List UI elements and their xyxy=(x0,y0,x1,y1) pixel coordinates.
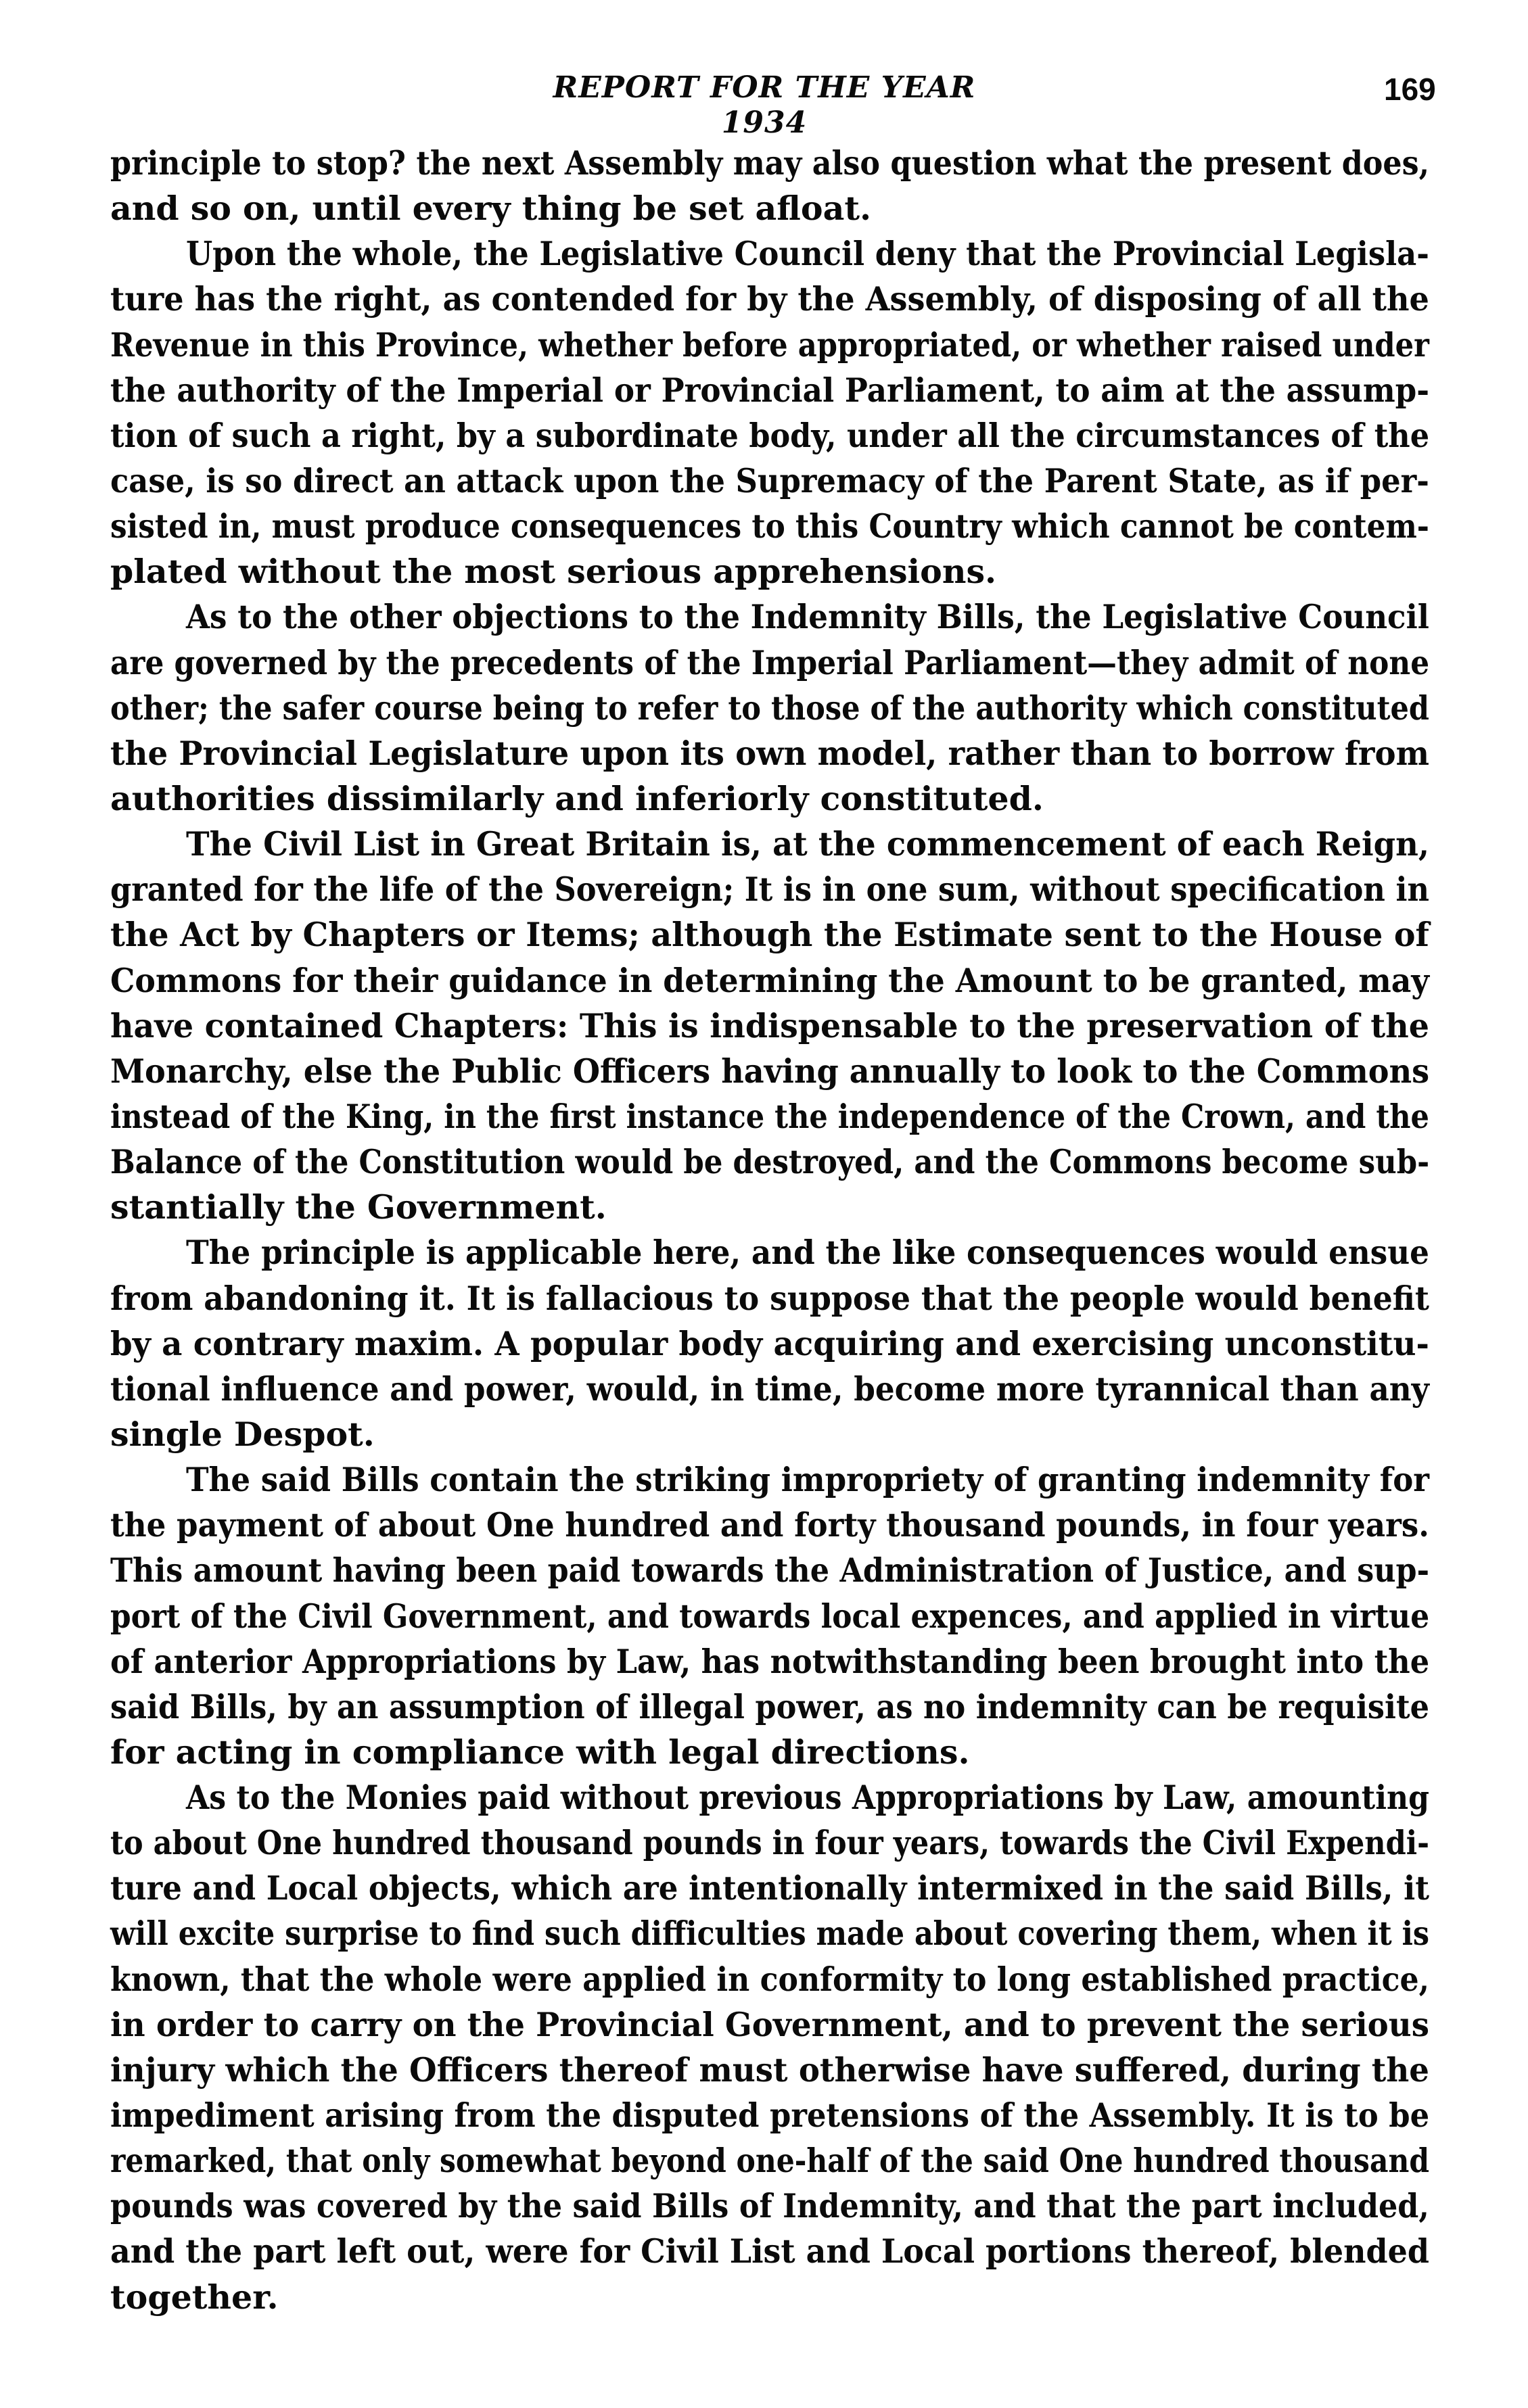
text-line-content: authorities dissimilarly and inferiorly constituted. xyxy=(110,778,1044,818)
text-line-content: pounds was covered by the said Bills of Indemnity, and that the part included, xyxy=(110,2186,1429,2226)
text-line-content: impediment arising from the disputed pretensions of the Assembly. It is to be xyxy=(110,2096,1430,2135)
text-line-content: the payment of about One hundred and forty thousand pounds, in four years. xyxy=(110,1505,1429,1545)
text-line xyxy=(110,368,1429,413)
text-line xyxy=(110,1820,1429,1866)
text-line xyxy=(110,1639,1429,1684)
text-line-content: and so on, until every thing be set afloat. xyxy=(110,189,872,229)
text-line-content: Revenue in this Province, whether before appropriated, or whether raised under xyxy=(110,325,1429,364)
text-line xyxy=(110,1457,1429,1503)
paragraph xyxy=(110,1775,1429,2320)
text-line xyxy=(110,1866,1429,1911)
text-line xyxy=(110,186,1429,231)
text-line xyxy=(110,1957,1429,2002)
text-line xyxy=(110,1094,1429,1139)
text-line xyxy=(110,776,1429,822)
text-line xyxy=(110,686,1429,731)
paragraph xyxy=(110,231,1429,594)
text-line-content: together. xyxy=(110,2277,279,2317)
text-line-content: from abandoning it. It is fallacious to suppose that the people would benefit xyxy=(110,1278,1430,1318)
text-line-content: The principle is applicable here, and the like consequences would ensue xyxy=(186,1233,1429,1273)
text-line xyxy=(110,413,1429,458)
text-line-content: injury which the Officers thereof must otherwise have suffered, during the xyxy=(110,2050,1429,2090)
text-line xyxy=(110,1730,1429,1775)
text-line-content: single Despot. xyxy=(110,1414,375,1454)
text-line-content: to about One hundred thousand pounds in four years, towards the Civil Expendi- xyxy=(110,1823,1430,1863)
text-line-content: instead of the King, in the first instance the independence of the Crown, and the xyxy=(110,1096,1429,1136)
text-line-content: will excite surprise to find such difficulties made about covering them, when it is xyxy=(110,1914,1430,1954)
text-line-content: are governed by the precedents of the Imperial Parliament—they admit of none xyxy=(110,642,1430,682)
text-line-content: by a contrary maxim. A popular body acquiring and exercising unconstitu- xyxy=(110,1323,1429,1363)
text-line xyxy=(110,640,1429,686)
text-line-content: Commons for their guidance in determining the Amount to be granted, may xyxy=(110,960,1429,1000)
text-line-content: ture and Local objects, which are intentionally intermixed in the said Bills, it xyxy=(110,1868,1430,1908)
text-line-content: known, that the whole were applied in conformity to long established practice, xyxy=(110,1959,1429,1999)
text-line xyxy=(110,458,1429,504)
text-line-content: tional influence and power, would, in time, become more tyrannical than any xyxy=(110,1369,1429,1409)
text-line-content: ture has the right, as contended for by the Assembly, of disposing of all the xyxy=(110,279,1429,319)
text-line xyxy=(110,594,1429,640)
text-line-content: Monarchy, else the Public Officers having annually to look to the Commons xyxy=(110,1051,1430,1091)
text-line xyxy=(110,958,1429,1004)
text-line xyxy=(110,1503,1429,1548)
text-line xyxy=(110,1004,1429,1049)
text-line-content: sisted in, must produce consequences to this Country which cannot be contem- xyxy=(110,506,1429,546)
text-line-content: the Provincial Legislature upon its own model, rather than to borrow from xyxy=(110,733,1429,773)
text-line-content: in order to carry on the Provincial Government, and to prevent the serious xyxy=(110,2004,1429,2044)
text-line xyxy=(110,1321,1429,1367)
text-line-content: case, is so direct an attack upon the Supremacy of the Parent State, as if per- xyxy=(110,461,1429,500)
paragraph xyxy=(110,822,1429,1230)
running-title: REPORT FOR THE YEAR 1934 xyxy=(553,70,976,140)
text-line-content: As to the other objections to the Indemnity Bills, the Legislative Council xyxy=(186,597,1429,637)
paragraph xyxy=(110,594,1429,822)
running-header xyxy=(0,70,1528,140)
paragraph xyxy=(110,1457,1429,1775)
text-line xyxy=(110,1412,1429,1457)
text-line xyxy=(110,867,1429,912)
text-line xyxy=(110,504,1429,549)
text-line-content: said Bills, by an assumption of illegal power, as no indemnity can be requisite xyxy=(110,1686,1429,1726)
text-line-content: port of the Civil Government, and towards local expences, and applied in virtue xyxy=(110,1596,1430,1636)
text-line-content: stantially the Government. xyxy=(110,1187,607,1227)
paragraph xyxy=(110,141,1429,231)
text-line xyxy=(110,1594,1429,1639)
text-line xyxy=(110,2002,1429,2048)
text-line xyxy=(110,1185,1429,1230)
text-line-content: Upon the whole, the Legislative Council deny that the Provincial Legisla- xyxy=(186,234,1429,274)
text-line xyxy=(110,1775,1429,1820)
text-line-content: and the part left out, were for Civil List and Local portions thereof, blended xyxy=(110,2232,1429,2271)
text-line xyxy=(110,822,1429,867)
text-line-content: the Act by Chapters or Items; although the Estimate sent to the House of xyxy=(110,915,1429,955)
text-line xyxy=(110,1367,1429,1412)
text-line-content: the authority of the Imperial or Provincial Parliament, to aim at the assump- xyxy=(110,370,1430,410)
text-line xyxy=(110,1139,1429,1185)
text-line xyxy=(110,912,1429,958)
body-text xyxy=(110,141,1429,2320)
text-line xyxy=(110,2183,1429,2229)
text-line-content: remarked, that only somewhat beyond one-half of the said One hundred thousand xyxy=(110,2141,1430,2181)
text-line-content: Balance of the Constitution would be destroyed, and the Commons become sub- xyxy=(110,1142,1430,1182)
text-line-content: This amount having been paid towards the Administration of Justice, and sup- xyxy=(110,1551,1430,1590)
text-line xyxy=(110,1684,1429,1730)
text-line-content: As to the Monies paid without previous Appropriations by Law, amounting xyxy=(186,1778,1429,1818)
text-line xyxy=(110,2048,1429,2093)
text-line-content: other; the safer course being to refer to those of the authority which constituted xyxy=(110,688,1430,728)
text-line xyxy=(110,1230,1429,1275)
text-line-content: for acting in compliance with legal directions. xyxy=(110,1732,970,1772)
text-line xyxy=(110,1548,1429,1593)
text-line xyxy=(110,141,1429,186)
text-line xyxy=(110,2093,1429,2138)
text-line xyxy=(110,731,1429,776)
text-line xyxy=(110,1049,1429,1094)
text-line xyxy=(110,1276,1429,1321)
text-line xyxy=(110,549,1429,594)
text-line-content: plated without the most serious apprehensions. xyxy=(110,552,997,592)
text-line-content: tion of such a right, by a subordinate body, under all the circumstances of the xyxy=(110,415,1430,455)
text-line-content: have contained Chapters: This is indispensable to the preservation of the xyxy=(110,1006,1429,1045)
text-line xyxy=(110,2275,1429,2320)
page-number: 169 xyxy=(1384,72,1436,107)
text-line-content: of anterior Appropriations by Law, has notwithstanding been brought into the xyxy=(110,1641,1430,1681)
paragraph xyxy=(110,1230,1429,1457)
text-line xyxy=(110,2138,1429,2183)
text-line xyxy=(110,2229,1429,2274)
text-line-content: The Civil List in Great Britain is, at the commencement of each Reign, xyxy=(186,824,1430,864)
text-line xyxy=(110,231,1429,277)
text-line-content: granted for the life of the Sovereign; It is in one sum, without specification in xyxy=(110,870,1429,910)
text-line xyxy=(110,323,1429,368)
text-line xyxy=(110,1911,1429,1956)
text-line-content: The said Bills contain the striking impropriety of granting indemnity for xyxy=(186,1460,1430,1500)
text-line xyxy=(110,277,1429,322)
text-line-content: principle to stop? the next Assembly may also question what the present does, xyxy=(110,143,1430,183)
